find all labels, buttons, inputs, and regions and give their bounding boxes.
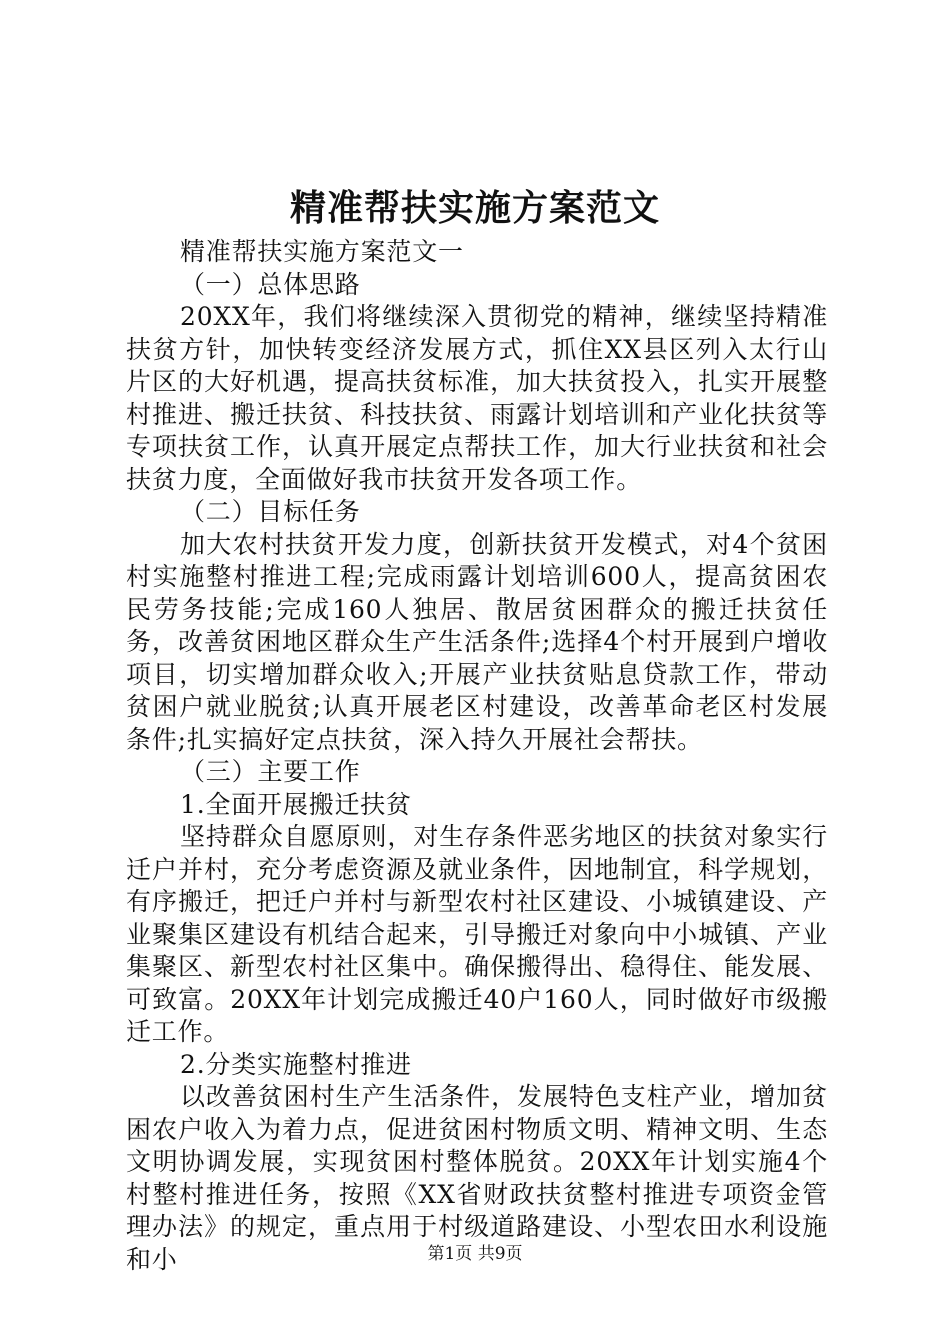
page-footer: 第1页 共9页 <box>427 1244 523 1264</box>
document-title: 精准帮扶实施方案范文 <box>289 187 660 229</box>
subsection-heading: （二）目标任务 <box>180 497 361 526</box>
body-paragraph: 20XX年，我们将继续深入贯彻党的精神，继续坚持精准扶贫方针，加快转变经济发展方式，抓住XX县区列入太行山片区的大好机遇，提高扶贫标准，加大扶贫投入，扎实开展整村推进、搬迁扶贫、科技扶贫、雨露计划培训和产业化扶贫等专项扶贫工作，认真开展定点帮扶工作，加大行业扶贫和社会扶贫力度，全面做好我市扶贫开发各项工作。 <box>126 302 828 494</box>
item-heading: 1.全面开展搬迁扶贫 <box>180 789 412 819</box>
subsection-heading: （三）主要工作 <box>180 757 361 786</box>
body-paragraph: 以改善贫困村生产生活条件，发展特色支柱产业，增加贫困农户收入为着力点，促进贫困村物质文明、精神文明、生态文明协调发展，实现贫困村整体脱贫。20XX年计划实施4个村整村推进任务，按照《XX省财政扶贫整村推进专项资金管理办法》的规定，重点用于村级道路建设、小型农田水利设施和小 <box>126 1082 828 1274</box>
body-paragraph: 加大农村扶贫开发力度，创新扶贫开发模式，对4个贫困村实施整村推进工程;完成雨露计划培训600人，提高贫困农民劳务技能;完成160人独居、散居贫困群众的搬迁扶贫任务，改善贫困地区群众生产生活条件;选择4个村开展到户增收项目，切实增加群众收入;开展产业扶贫贴息贷款工作，带动贫困户就业脱贫;认真开展老区村建设，改善革命老区村发展条件;扎实搞好定点扶贫，深入持久开展社会帮扶。 <box>126 529 828 754</box>
subsection-heading: （一）总体思路 <box>180 269 361 299</box>
item-heading: 2.分类实施整村推进 <box>180 1049 412 1079</box>
section-heading: 精准帮扶实施方案范文一 <box>180 237 464 266</box>
document-body <box>126 236 828 1276</box>
body-paragraph: 坚持群众自愿原则，对生存条件恶劣地区的扶贫对象实行迁户并村，充分考虑资源及就业条件，因地制宜，科学规划，有序搬迁，把迁户并村与新型农村社区建设、小城镇建设、产业聚集区建设有机结合起来，引导搬迁对象向中小城镇、产业集聚区、新型农村社区集中。确保搬得出、稳得住、能发展、可致富。20XX年计划完成搬迁40户160人，同时做好市级搬迁工作。 <box>126 822 828 1046</box>
